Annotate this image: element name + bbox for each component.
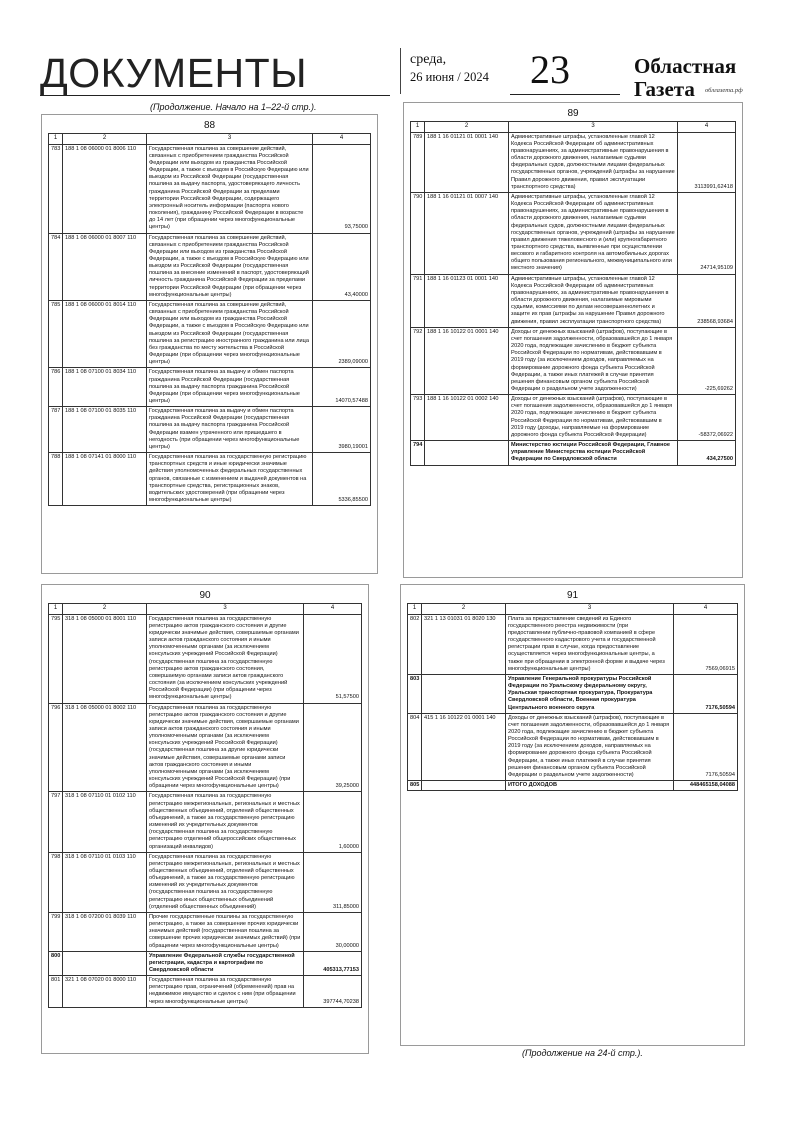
amount-cell: 7176,50594: [674, 713, 738, 780]
description-cell: Доходы от денежных взысканий (штрафов), поступающие в счет погашения задолженности, образовавшейся до 1 января 2020 года, подлежащие зачислению в бюджет субъекта Российской Федерации по нормативам, действовавшим в 2019 году (доходы, направляемые на формирование дорожного фонда субъекта Российской Федерации): [509, 395, 678, 441]
table-row: [411, 327, 736, 394]
amount-cell: 238568,93684: [678, 274, 736, 327]
table-panel-90: [41, 584, 369, 1054]
amount-cell: 3113991,62418: [678, 132, 736, 192]
budget-code-cell: 188 1 16 10122 01 0002 140: [425, 395, 509, 441]
description-cell: Прочие государственные пошлины за государственную регистрацию, а также за совершение прочих юридически значимых действий (государственная пошлина за совершение прочих юридически значимых действий) (при обращении через многофункциональные центры): [147, 912, 304, 951]
budget-code-cell: 188 1 08 07100 01 8035 110: [63, 407, 147, 453]
row-number-cell: 802: [408, 614, 422, 674]
budget-code-cell: 321 1 08 07020 01 8000 110: [63, 976, 147, 1008]
table-panel-91: [400, 584, 745, 1046]
budget-code-cell: 188 1 08 07141 01 8000 110: [63, 453, 147, 506]
issue-weekday: среда,: [410, 52, 447, 67]
row-number-cell: 800: [49, 951, 63, 975]
amount-cell: 7176,50594: [674, 674, 738, 713]
amount-cell: 397744,70238: [304, 976, 362, 1008]
table-row: [49, 792, 362, 852]
table-row: [411, 441, 736, 465]
col-header: 1: [411, 122, 425, 133]
row-number-cell: 791: [411, 274, 425, 327]
row-number-cell: 794: [411, 441, 425, 465]
amount-cell: 39,25000: [304, 703, 362, 792]
table-row: [411, 395, 736, 441]
description-cell: Государственная пошлина за государственную регистрацию транспортных средств и иные юридически значимые действия уполномоченных федеральных государственных органов, связанные с изменением и выдачей документов на транспортные средства, регистрационных знаков, водительских удостоверений (при обращении через многофункциональные центры): [147, 453, 313, 506]
section-title: ДОКУМЕНТЫ: [40, 50, 307, 96]
description-cell: Доходы от денежных взысканий (штрафов), поступающие в счет погашения задолженности, образовавшейся до 1 января 2020 года, подлежащие зачислению в бюджет субъекта Российской Федерации по нормативам, действовавшим в 2019 году (за исключением доходов, направляемых на формирование дорожного фонда субъекта Российской Федерации, а также иных платежей в случае принятия решения финансовым органом субъекта Российской Федерации о раздельном учете задолженности): [506, 713, 674, 780]
description-cell: Плата за предоставление сведений из Единого государственного реестра недвижимости (при предоставлении публично-правовой компанией в сфере государственного кадастрового учета и государственной регистрации прав в случае, когда предоставление осуществляется через многофункциональные центры, а также при обращении в электронной форме и выдаче через многофункциональные центры): [506, 614, 674, 674]
row-number-cell: 796: [49, 703, 63, 792]
amount-cell: 448465158,04088: [674, 781, 738, 791]
budget-code-cell: [422, 781, 506, 791]
table-header-row: [49, 134, 371, 145]
continuation-note: (Продолжение. Начало на 1–22-й стр.).: [150, 102, 317, 112]
col-header: 3: [506, 604, 674, 615]
table-row: [411, 132, 736, 192]
budget-code-cell: [425, 441, 509, 465]
description-cell: Доходы от денежных взысканий (штрафов), поступающие в счет погашения задолженности, образовавшейся до 1 января 2020 года, подлежащие зачислению в бюджет субъекта Российской Федерации по нормативам, действовавшим в 2019 году (за исключением доходов, направляемых на формирование дорожного фонда субъекта Российской Федерации, а также иных платежей в случае принятия решения финансовым органом субъекта Российской Федерации о раздельном учете задолженности): [509, 327, 678, 394]
amount-cell: 30,00000: [304, 912, 362, 951]
budget-code-cell: 318 1 08 07200 01 8039 110: [63, 912, 147, 951]
budget-code-cell: 188 1 16 01121 01 0007 140: [425, 192, 509, 274]
amount-cell: 405313,77153: [304, 951, 362, 975]
table-row: [49, 976, 362, 1008]
description-cell: Государственная пошлина за государственную регистрацию межрегиональных, региональных и местных общественных объединений, отделений общественных объединений, а также за государственную регистрацию изменений их учредительных документов (государственная пошлина за государственную регистрацию иных общественных объединений (отделений общественных объединений): [147, 852, 304, 912]
row-number-cell: 789: [411, 132, 425, 192]
row-number-cell: 803: [408, 674, 422, 713]
amount-cell: -225,69262: [678, 327, 736, 394]
row-number-cell: 792: [411, 327, 425, 394]
amount-cell: -58372,06922: [678, 395, 736, 441]
row-number-cell: 804: [408, 713, 422, 780]
budget-code-cell: 415 1 16 10122 01 0001 140: [422, 713, 506, 780]
budget-code-cell: 188 1 16 01121 01 0001 140: [425, 132, 509, 192]
description-cell: Государственная пошлина за государственную регистрацию прав, ограничений (обременений) прав на недвижимое имущество и сделок с ним (при обращении через многофункциональные центры): [147, 976, 304, 1008]
brand-line-2: Газета: [634, 77, 695, 101]
table-row: [49, 300, 371, 367]
row-number-cell: 799: [49, 912, 63, 951]
data-table: [407, 603, 738, 791]
amount-cell: 43,40000: [313, 233, 371, 300]
budget-code-cell: 318 1 08 07110 01 0103 110: [63, 852, 147, 912]
row-number-cell: 793: [411, 395, 425, 441]
col-header: 4: [674, 604, 738, 615]
col-header: 3: [147, 134, 313, 145]
row-number-cell: 797: [49, 792, 63, 852]
table-row: [49, 407, 371, 453]
table-row: [408, 713, 738, 780]
section-title-rule: [40, 95, 390, 96]
amount-cell: 1,60000: [304, 792, 362, 852]
table-row: [49, 614, 362, 703]
row-number-cell: 785: [49, 300, 63, 367]
table-row: [49, 233, 371, 300]
description-cell: Государственная пошлина за государственную регистрацию актов гражданского состояния и другие юридически значимые действия, совершаемые органами записи актов гражданского состояния и иными уполномоченными органами (за исключением консульских учреждений Российской Федерации) (государственная пошлина за другие юридически значимые действия, совершаемые органами записи актов гражданского состояния и иными уполномоченными органами (за исключением консульских учреждений Российской Федерации) (при обращении через многофункциональные центры): [147, 703, 304, 792]
budget-code-cell: [422, 674, 506, 713]
description-cell: Государственная пошлина за выдачу и обмен паспорта гражданина Российской Федерации (государственная пошлина за выдачу паспорта гражданина Российской Федерации взамен утраченного или пришедшего в негодность (при обращении через многофункциональные центры): [147, 407, 313, 453]
table-row: [49, 852, 362, 912]
header-divider: [400, 48, 401, 94]
table-row: [49, 703, 362, 792]
table-row: [408, 614, 738, 674]
description-cell: Административные штрафы, установленные главой 12 Кодекса Российской Федерации об административных правонарушениях, за административные правонарушения в области дорожного движения, налагаемые судьями федеральных судов, должностными лицами федеральных государственных органов, учреждений (штрафы за нарушение правил движения тяжеловесного и (или) крупногабаритного транспортного средства, выявленные при осуществлении весового и габаритного контроля на автомобильных дорогах общего пользования регионального, межмуниципального или местного значения): [509, 192, 678, 274]
budget-code-cell: 318 1 08 05000 01 8001 110: [63, 614, 147, 703]
col-header: 2: [63, 604, 147, 615]
amount-cell: 51,57500: [304, 614, 362, 703]
row-number-cell: 787: [49, 407, 63, 453]
panel-number: 88: [203, 120, 216, 131]
panel-number: 89: [567, 108, 579, 119]
data-table: [48, 133, 371, 506]
table-panel-89: [403, 102, 743, 578]
description-cell: Государственная пошлина за выдачу и обмен паспорта гражданина Российской Федерации (государственная пошлина за выдачу паспорта гражданина Российской Федерации (при обращении через многофункциональные центры): [147, 368, 313, 407]
amount-cell: 2389,09000: [313, 300, 371, 367]
table-row: [49, 144, 371, 233]
data-table: [48, 603, 362, 1008]
panel-number: 90: [199, 590, 211, 601]
amount-cell: 311,85000: [304, 852, 362, 912]
table-row: [49, 453, 371, 506]
description-cell: Государственная пошлина за государственную регистрацию межрегиональных, региональных и местных общественных объединений, отделений общественных объединений, а также за государственную регистрацию изменений их учредительных документов (государственная пошлина за государственную регистрацию отделений общероссийских общественных организаций инвалидов): [147, 792, 304, 852]
table-row: [411, 192, 736, 274]
description-cell: Управление Федеральной службы государственной регистрации, кадастра и картографии по Свердловской области: [147, 951, 304, 975]
col-header: 1: [49, 604, 63, 615]
table-row: [49, 951, 362, 975]
description-cell: Государственная пошлина за совершение действий, связанных с приобретением гражданства Российской Федерации или выходом из гражданства Российской Федерации, а также с въездом в Российскую Федерацию или выездом из Российской Федерации (государственная пошлина за выдачу паспорта, удостоверяющего личность гражданина Российской Федерации за пределами территории Российской Федерации, содержащего электронный носитель информации (паспорта нового поколения), гражданину Российской Федерации в возрасте до 14 лет (при обращении через многофункциональные центры): [147, 144, 313, 233]
brand-site: облгазета.рф: [705, 87, 743, 94]
page-header: [40, 44, 755, 100]
row-number-cell: 790: [411, 192, 425, 274]
col-header: 4: [678, 122, 736, 133]
budget-code-cell: 188 1 08 06000 01 8014 110: [63, 300, 147, 367]
description-cell: Административные штрафы, установленные главой 12 Кодекса Российской Федерации об административных правонарушениях, за административные правонарушения в области дорожного движения, налагаемые судьями федеральных судов, должностными лицами федеральных государственных органов, учреждений (штрафы за нарушение Правил дорожного движения, правил эксплуатации транспортного средства): [509, 132, 678, 192]
table-header-row: [49, 604, 362, 615]
amount-cell: 5336,85500: [313, 453, 371, 506]
col-header: 1: [49, 134, 63, 145]
amount-cell: 7569,06915: [674, 614, 738, 674]
col-header: 1: [408, 604, 422, 615]
row-number-cell: 805: [408, 781, 422, 791]
page-number-rule: [510, 94, 620, 95]
table-row: [408, 674, 738, 713]
budget-code-cell: 318 1 08 07110 01 0102 110: [63, 792, 147, 852]
page-number: 23: [530, 47, 570, 92]
col-header: 2: [422, 604, 506, 615]
table-row: [49, 368, 371, 407]
col-header: 2: [63, 134, 147, 145]
budget-code-cell: 188 1 16 01123 01 0001 140: [425, 274, 509, 327]
description-cell: ИТОГО ДОХОДОВ: [506, 781, 674, 791]
table-header-row: [411, 122, 736, 133]
table-header-row: [408, 604, 738, 615]
table-panel-88: [41, 114, 378, 574]
row-number-cell: 795: [49, 614, 63, 703]
description-cell: Государственная пошлина за государственную регистрацию актов гражданского состояния и другие юридически значимые действия, совершаемые органами записи актов гражданского состояния и иными уполномоченными органами (за исключением консульских учреждений Российской Федерации) (государственная пошлина за государственную регистрацию актов гражданского состояния, совершаемую органами записи актов гражданского состояния (за исключением консульских учреждений Российской Федерации) (при обращении через многофункциональные центры): [147, 614, 304, 703]
amount-cell: 93,75000: [313, 144, 371, 233]
budget-code-cell: 188 1 08 07100 01 8034 110: [63, 368, 147, 407]
budget-code-cell: 188 1 08 06000 01 8007 110: [63, 233, 147, 300]
description-cell: Государственная пошлина за совершение действий, связанных с приобретением гражданства Российской Федерации или выходом из гражданства Российской Федерации, а также с въездом в Российскую Федерацию или выездом из Российской Федерации (государственная пошлина за внесение изменений в паспорт, удостоверяющий личность гражданина Российской Федерации за пределами территории Российской Федерации (при обращении через многофункциональные центры): [147, 233, 313, 300]
row-number-cell: 788: [49, 453, 63, 506]
col-header: 2: [425, 122, 509, 133]
continuation-end-note: (Продолжение на 24-й стр.).: [522, 1048, 643, 1058]
col-header: 4: [304, 604, 362, 615]
panel-number: 91: [566, 590, 579, 601]
description-cell: Министерство юстиции Российской Федерации, Главное управление Министерства юстиции Российской Федерации по Свердловской области: [509, 441, 678, 465]
brand-line-1: Областная: [634, 54, 737, 78]
row-number-cell: 798: [49, 852, 63, 912]
amount-cell: 24714,95109: [678, 192, 736, 274]
budget-code-cell: 318 1 08 05000 01 8002 110: [63, 703, 147, 792]
amount-cell: 434,27500: [678, 441, 736, 465]
col-header: 4: [313, 134, 371, 145]
amount-cell: 14070,57488: [313, 368, 371, 407]
row-number-cell: 786: [49, 368, 63, 407]
budget-code-cell: [63, 951, 147, 975]
row-number-cell: 801: [49, 976, 63, 1008]
row-number-cell: 783: [49, 144, 63, 233]
description-cell: Управление Генеральной прокуратуры Российской Федерации по Уральскому федеральному округу, Уральская транспортная прокуратура, Прокуратура Свердловской области, Военная прокуратура Центрального военного округа: [506, 674, 674, 713]
budget-code-cell: 188 1 16 10122 01 0001 140: [425, 327, 509, 394]
amount-cell: 3980,19001: [313, 407, 371, 453]
data-table: [410, 121, 736, 466]
table-row: [49, 912, 362, 951]
row-number-cell: 784: [49, 233, 63, 300]
budget-code-cell: 188 1 08 06000 01 8006 110: [63, 144, 147, 233]
description-cell: Государственная пошлина за совершение действий, связанных с приобретением гражданства Российской Федерации или выходом из гражданства Российской Федерации, а также с въездом в Российскую Федерацию или выездом из Российской Федерации (государственная пошлина за регистрацию иностранного гражданина или лица без гражданства по месту жительства в Российской Федерации (при обращении через многофункциональные центры): [147, 300, 313, 367]
col-header: 3: [147, 604, 304, 615]
budget-code-cell: 321 1 13 01031 01 8020 130: [422, 614, 506, 674]
issue-date: 26 июня / 2024: [410, 70, 489, 84]
table-row: [411, 274, 736, 327]
description-cell: Административные штрафы, установленные главой 12 Кодекса Российской Федерации об административных правонарушениях, за административные правонарушения в области дорожного движения, налагаемые мировыми судьями, комиссиями по делам несовершеннолетних и защите их прав (штрафы за нарушение Правил дорожного движения, правил эксплуатации транспортного средства): [509, 274, 678, 327]
col-header: 3: [509, 122, 678, 133]
table-row: [408, 781, 738, 791]
